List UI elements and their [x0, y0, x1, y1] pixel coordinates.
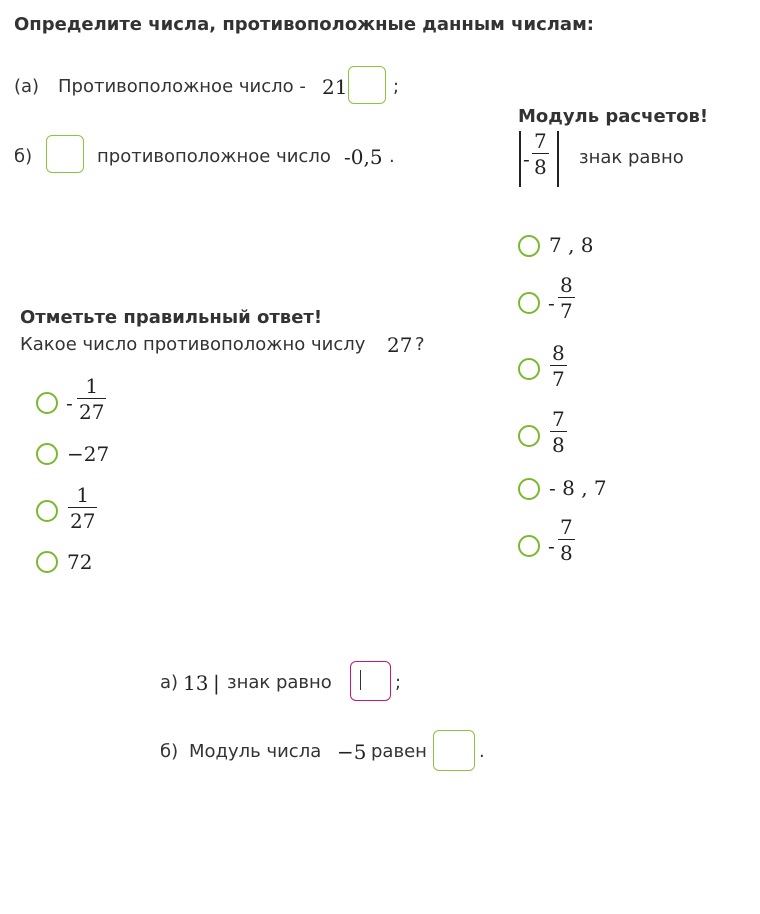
fraction-bar — [550, 365, 567, 366]
module-calc-title: Модуль расчетов! — [518, 106, 709, 127]
correct-option-3-denominator: 27 — [70, 509, 96, 533]
correct-option-2-label: −27 — [67, 442, 110, 466]
module-option-5-radio[interactable] — [518, 478, 540, 500]
expr-fraction — [532, 130, 549, 178]
correct-question-number: 27 — [387, 333, 413, 357]
correct-option-1-denominator: 27 — [79, 400, 105, 424]
text-cursor — [360, 670, 361, 690]
correct-option-1-numerator: 1 — [85, 374, 99, 398]
abs-item-a-suffix: ; — [395, 672, 402, 693]
module-option-2-numerator: 8 — [560, 273, 573, 297]
abs-item-b-text: Модуль числа — [189, 741, 322, 762]
module-option-1-radio[interactable] — [518, 235, 540, 257]
abs-item-b-suffix: . — [479, 741, 485, 762]
module-option-2-denominator: 7 — [560, 299, 573, 323]
correct-option-1-fraction — [77, 375, 106, 423]
module-option-6-fraction — [558, 516, 575, 564]
module-option-6-minus: - — [548, 534, 555, 558]
item-b-suffix: . — [389, 146, 395, 167]
abs-answer-input-b[interactable] — [433, 730, 475, 771]
module-option-4-denominator: 8 — [552, 433, 565, 457]
fraction-bar — [558, 539, 575, 540]
correct-question-suffix: ? — [415, 334, 425, 355]
correct-answer-title: Отметьте правильный ответ! — [20, 307, 323, 328]
module-option-6-numerator: 7 — [560, 515, 573, 539]
expr-suffix: знак равно — [579, 147, 684, 168]
answer-input-a[interactable] — [348, 66, 386, 104]
correct-option-1-radio[interactable] — [36, 392, 58, 414]
abs-bar-right — [557, 131, 559, 187]
item-b-text: противоположное число — [97, 146, 331, 167]
expr-numerator: 7 — [534, 129, 547, 153]
correct-option-4-radio[interactable] — [36, 551, 58, 573]
correct-option-3-fraction — [68, 484, 97, 532]
abs-answer-input-a[interactable] — [350, 661, 391, 701]
module-option-5-label: - 8 , 7 — [549, 476, 607, 500]
module-option-4-radio[interactable] — [518, 425, 540, 447]
correct-option-1-minus: - — [66, 391, 73, 415]
item-a-label: (а) — [14, 76, 40, 97]
module-option-2-minus: - — [548, 291, 555, 315]
fraction-bar — [558, 297, 575, 298]
module-option-6-denominator: 8 — [560, 541, 573, 565]
abs-item-b-number: −5 — [337, 740, 367, 764]
module-option-3-denominator: 7 — [552, 367, 565, 391]
module-option-6-radio[interactable] — [518, 535, 540, 557]
fraction-bar — [77, 398, 106, 399]
item-a-text: Противоположное число - — [58, 76, 306, 97]
item-a-number: 21 — [322, 75, 348, 99]
item-a-suffix: ; — [393, 76, 400, 97]
fraction-bar — [68, 507, 97, 508]
abs-item-b-text2: равен — [371, 741, 427, 762]
correct-option-3-radio[interactable] — [36, 500, 58, 522]
module-option-3-numerator: 8 — [552, 341, 565, 365]
item-b-number: -0,5 — [344, 145, 383, 169]
item-b-label: б) — [14, 146, 33, 167]
answer-input-b[interactable] — [46, 135, 84, 173]
abs-item-a-text: знак равно — [227, 672, 332, 693]
abs-bar-left — [519, 131, 521, 187]
correct-option-4-label: 72 — [67, 550, 93, 574]
module-option-3-fraction — [550, 342, 567, 390]
module-option-2-radio[interactable] — [518, 292, 540, 314]
module-option-3-radio[interactable] — [518, 358, 540, 380]
abs-item-b-label: б) — [160, 741, 179, 762]
correct-option-2-radio[interactable] — [36, 443, 58, 465]
expr-minus: - — [523, 147, 530, 171]
page-title: Определите числа, противоположные данным числам: — [14, 14, 594, 35]
correct-option-3-numerator: 1 — [76, 483, 90, 507]
expr-denominator: 8 — [534, 155, 547, 179]
correct-question-text: Какое число противоположно числу — [20, 334, 366, 355]
fraction-bar — [532, 153, 549, 154]
abs-item-a-number: 13 — [183, 671, 209, 695]
module-option-4-numerator: 7 — [552, 407, 565, 431]
module-option-1-label: 7 , 8 — [549, 233, 594, 257]
abs-item-a-label: а) — [160, 672, 179, 693]
module-option-2-fraction — [558, 274, 575, 322]
fraction-bar — [550, 431, 567, 432]
abs-item-a-bar: | — [213, 671, 220, 695]
module-option-4-fraction — [550, 408, 567, 456]
